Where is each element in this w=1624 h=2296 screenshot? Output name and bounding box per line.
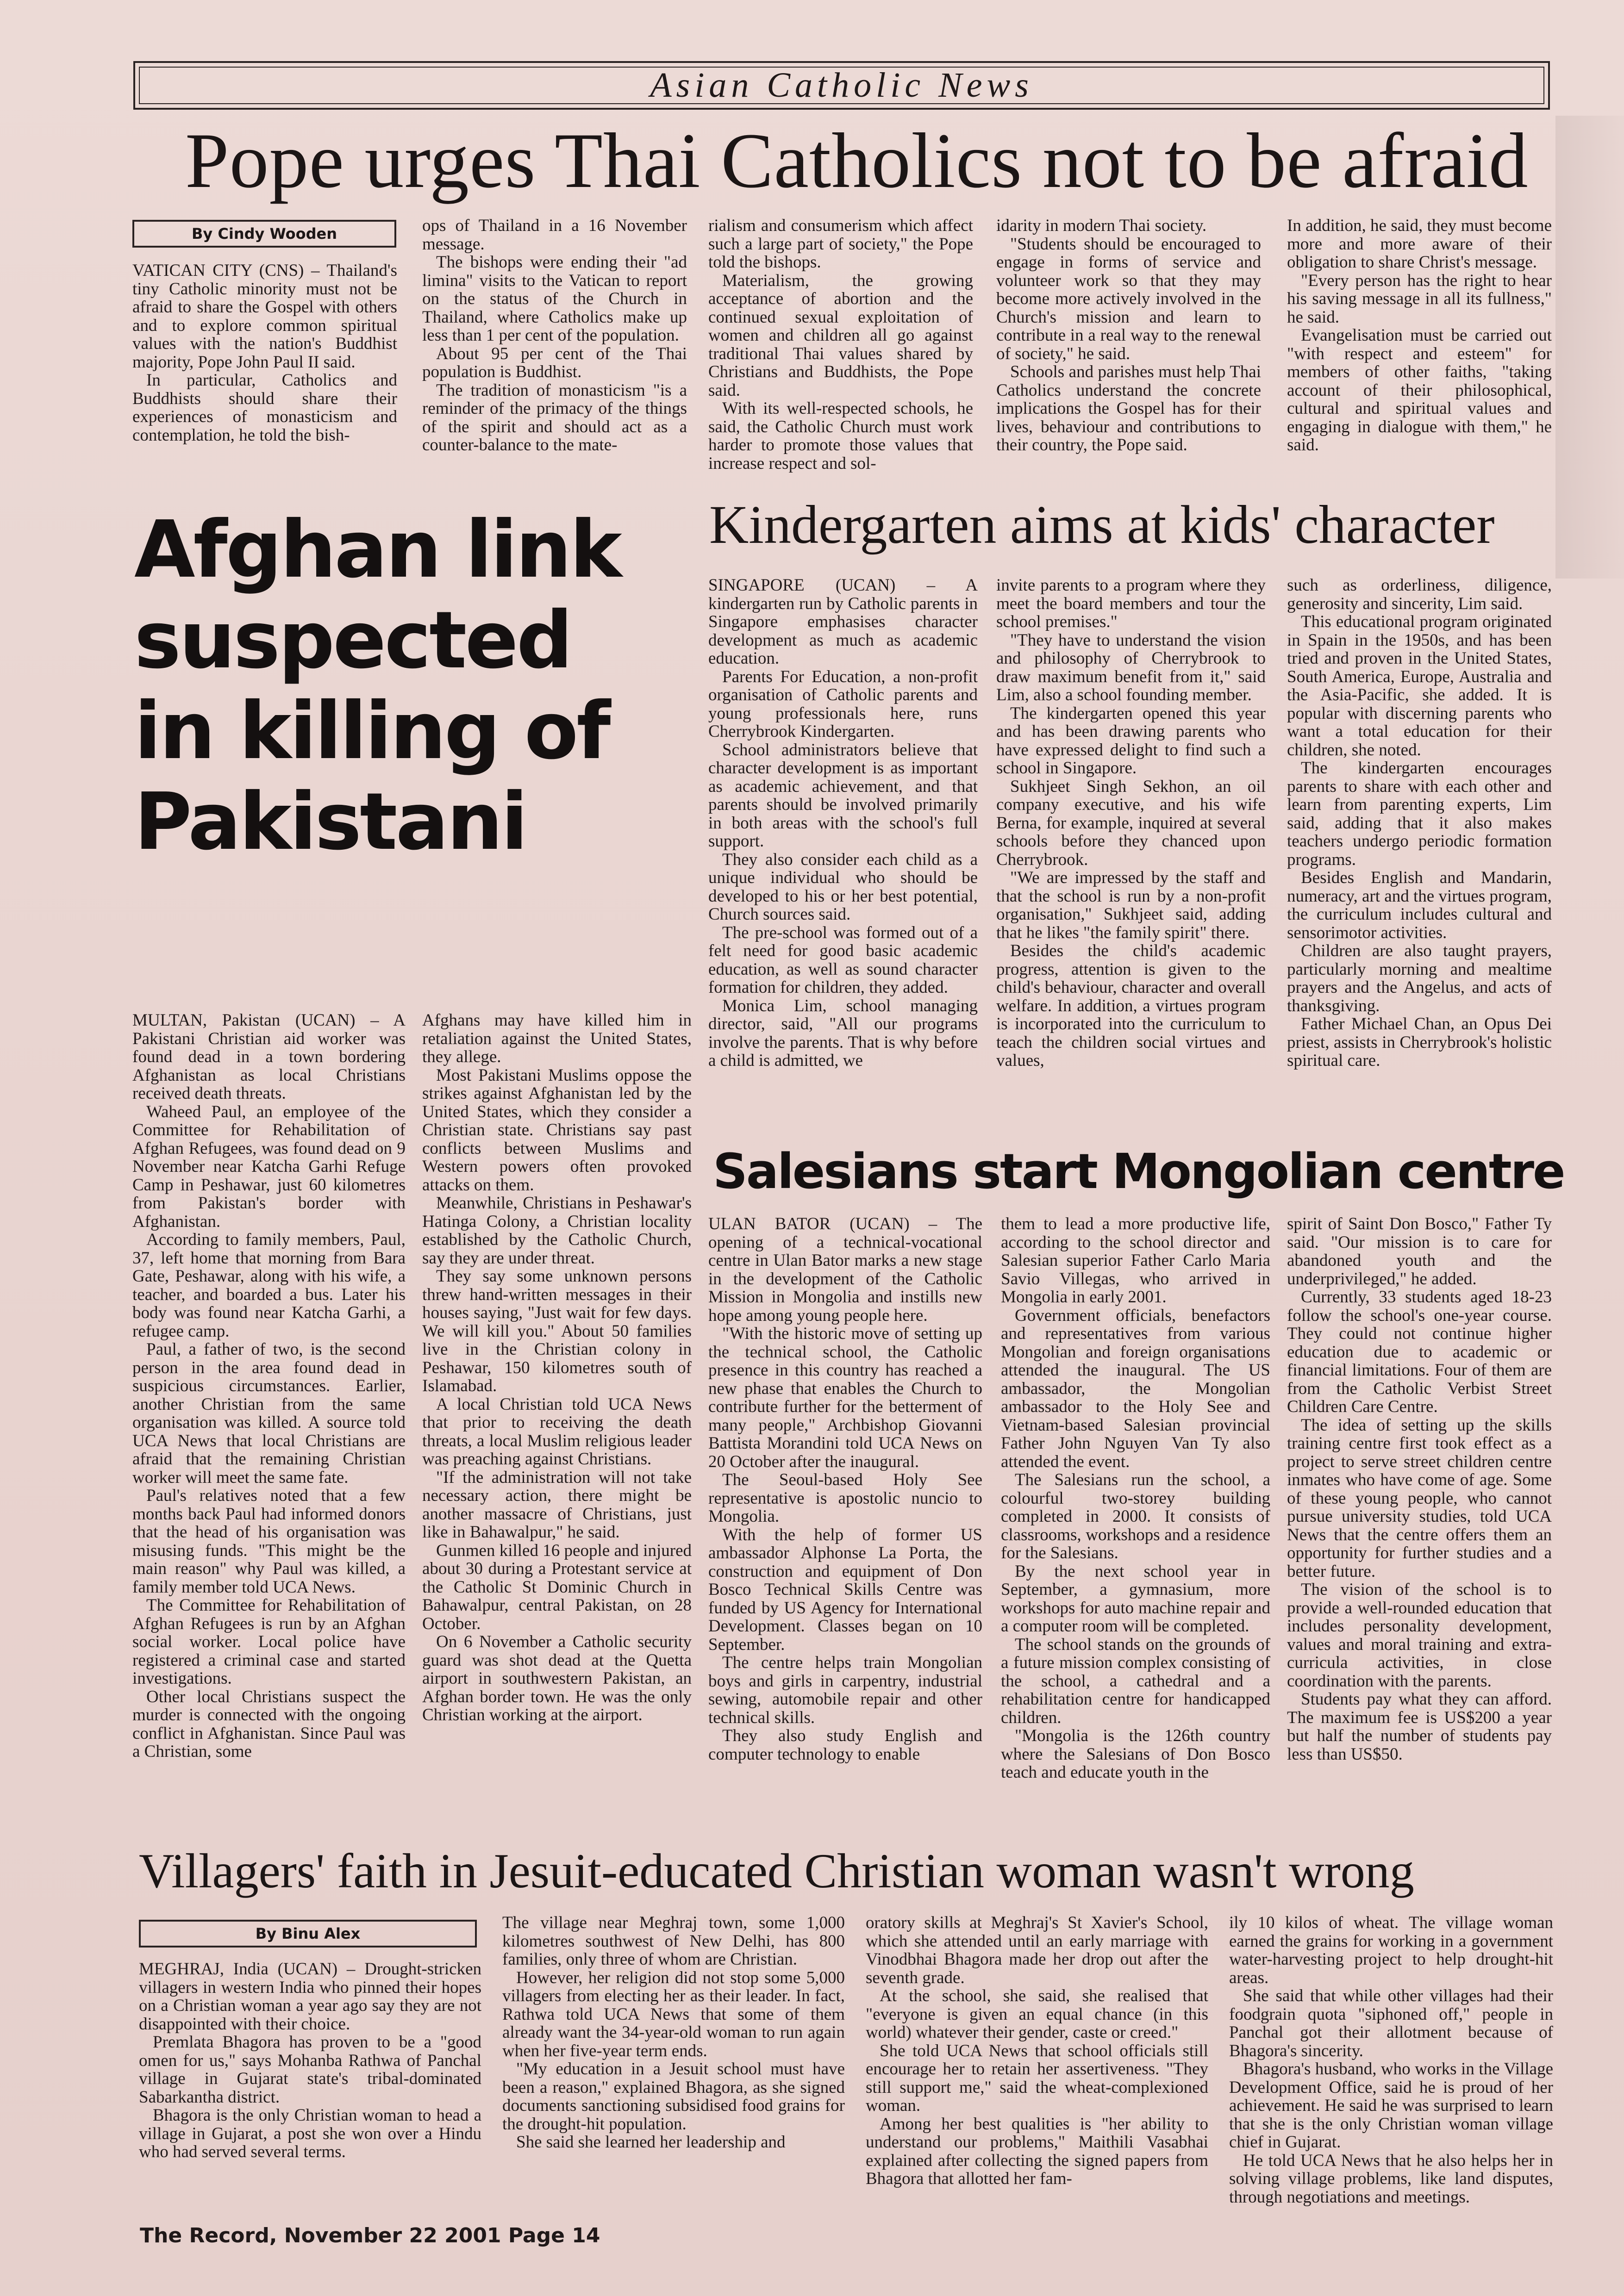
kinder-col-3: such as orderliness, diligence, generosity and sincerity, Lim said. This educational program originated in Spain in the 1950s, and has been tried and proven in the United States, South America, Europe, Australia and the Asia-Pacific, she added. It is popular with discerning parents who want a total education for their children, she noted. The kindergarten encourages parents to share with each other and learn from parenting experts, Lim said, adding that it also makes teachers undergo periodic formation programs. Besides English and Mandarin, numeracy, art and the virtues program, the curriculum includes cultural and sensorimotor activities. Children are also taught prayers, particularly morning and mealtime prayers and the Angelus, and acts of thanksgiving. Father Michael Chan, an Opus Dei priest, assists in Cherrybrook's holistic spiritual care. — [1287, 576, 1552, 1070]
pope-col-5: In addition, he said, they must become more and more aware of their obligation to share Christ's message. "Every person has the right to hear his saving message in all its fullness," he said. Evangelisation must be carried out "with respect and esteem" for members of other faiths, "taking account of their philosophical, cultural and spiritual values and engaging in dialogue with them," he said. — [1287, 217, 1552, 454]
salesians-headline: Salesians start Mongolian centre — [713, 1143, 1564, 1200]
salesians-col-2: them to lead a more productive life, according to the school director and Salesian superior Father Carlo Maria Savio Villegas, who arrived in Mongolia in early 2001. Government officials, benefactors and representatives from various Mongolian and foreign organisations attended the inaugural. The US ambassador, the Mongolian ambassador to the Holy See and Vietnam-based Salesian provincial Father John Nguyen Van Ty also attended the event. The Salesians run the school, a colourful two-storey building completed in 2000. It consists of classrooms, workshops and a residence for the Salesians. By the next school year in September, a gymnasium, more workshops for auto machine repair and a computer room will be completed. The school stands on the grounds of a future mission complex consisting of the school, a cathedral and a rehabilitation centre for handicapped children. "Mongolia is the 126th country where the Salesians of Don Bosco teach and educate youth in the — [1001, 1215, 1270, 1782]
villagers-col-3: oratory skills at Meghraj's St Xavier's School, which she attended until an early marriage with Vinodbhai Bhagora made her drop out after the seventh grade. At the school, she said, she realised that "everyone is given an equal chance (in this world) whatever their gender, caste or creed." She told UCA News that school officials still encourage her to retain her assertiveness. "They still support me," said the wheat-complexioned woman. Among her best qualities is "her ability to understand our problems," Maithili Vasabhai explained after collecting the signed papers from Bhagora that allotted her fam- — [866, 1914, 1208, 2188]
kinder-col-2: invite parents to a program where they meet the board members and tour the school premises." "They have to understand the vision and philosophy of Cherrybrook to draw maximum benefit from it," said Lim, also a school founding member. The kindergarten opened this year and has been drawing parents who have expressed delight to find such a school in Singapore. Sukhjeet Singh Sekhon, an oil company executive, and his wife Berna, for example, inquired at several schools before they chanced upon Cherrybrook. "We are impressed by the staff and that the school is run by a non-profit organisation," Sukhjeet said, adding that he likes "the family spirit" there. Besides the child's academic progress, attention is given to the child's behaviour, character and overall welfare. In addition, a virtues program is incorporated into the curriculum to teach the children social virtues and values, — [996, 576, 1266, 1070]
salesians-col-3: spirit of Saint Don Bosco," Father Ty said. "Our mission is to care for abandoned youth and the underprivileged," he added. Currently, 33 students aged 18-23 follow the school's one-year course. They could not continue higher education due to academic or financial limitations. Four of them are from the Catholic Verbist Street Children Care Centre. The idea of setting up the skills training centre first took effect as a project to serve street children centre inmates who have come of age. Some of these young people, who cannot pursue university studies, told UCA News that the centre offers them an opportunity for further studies and a better future. The vision of the school is to provide a well-rounded education that includes personality development, values and moral training and extra-curricula activities, in close coordination with the parents. Students pay what they can afford. The maximum fee is US$200 a year but half the number of students pay less than US$50. — [1287, 1215, 1552, 1764]
villagers-col-1: MEGHRAJ, India (UCAN) – Drought-stricken villagers in western India who pinned their hopes on a Christian woman a year ago say they are not disappointed with their choice. Premlata Bhagora has proven to be a "good omen for us," says Mohanba Rathwa of Panchal village in Gujarat state's tribal-dominated Sabarkantha district. Bhagora is the only Christian woman to head a village in Gujarat, a post she won over a Hindu who had served several terms. — [139, 1960, 481, 2161]
villagers-col-2: The village near Meghraj town, some 1,000 kilometres southwest of New Delhi, has 800 families, only three of whom are Christian. However, her religion did not stop some 5,000 villagers from electing her as their leader. In fact, Rathwa told UCA News that some of them already want the 34-year-old woman to run again when her five-year term ends. "My education in a Jesuit school must have been a reason," explained Bhagora, as she signed documents sanctioning subsidised food grains for the drought-hit population. She said she learned her leadership and — [502, 1914, 845, 2152]
kinder-col-1: SINGAPORE (UCAN) – A kindergarten run by Catholic parents in Singapore emphasises character development as much as academic education. Parents For Education, a non-profit organisation of Catholic parents and young professionals here, runs Cherrybrook Kindergarten. School administrators believe that character development is as important as academic achievement, and that parents should be involved primarily in both areas with the school's full support. They also consider each child as a unique individual who should be developed to his or her best potential, Church sources said. The pre-school was formed out of a felt need for good basic academic education, as well as sound character formation for children, they added. Monica Lim, school managing director, said, "All our programs involve the parents. That is why before a child is admitted, we — [708, 576, 978, 1070]
masthead-title: Asian Catholic News — [650, 66, 1033, 105]
afghan-headline: Afghan link suspected in killing of Pakistani — [134, 504, 620, 868]
pope-col-2: ops of Thailand in a 16 November message. The bishops were ending their "ad limina" visits to the Vatican to report on the status of the Church in Thailand, where Catholics make up less than 1 per cent of the population. About 95 per cent of the Thai population is Buddhist. The tradition of monasticism "is a reminder of the primacy of the things of the spirit and should act as a counter-balance to the mate- — [422, 217, 687, 454]
salesians-col-1: ULAN BATOR (UCAN) – The opening of a technical-vocational centre in Ulan Bator marks a new stage in the development of the Catholic Mission in Mongolia and instills new hope among young people here. "With the historic move of setting up the technical school, the Catholic presence in this country has reached a new phase that enables the Church to contribute further for the betterment of many people," Archbishop Giovanni Battista Morandini told UCA News on 20 October after the inaugural. The Seoul-based Holy See representative is apostolic nuncio to Mongolia. With the help of former US ambassador Alphonse La Porta, the construction and equipment of Don Bosco Technical Skills Centre was funded by US Agency for International Development. Classes began on 10 September. The centre helps train Mongolian boys and girls in carpentry, industrial sewing, automobile repair and other technical skills. They also study English and computer technology to enable — [708, 1215, 982, 1764]
pope-col-4: idarity in modern Thai society. "Students should be encouraged to engage in forms of service and volunteer work so that they may become more actively involved in the Church's mission and learn to contribute in a real way to the renewal of society," he said. Schools and parishes must help Thai Catholics understand the concrete implications the Gospel has for their lives, behaviour and contributions to their country, the Pope said. — [996, 217, 1261, 454]
pope-byline: By Cindy Wooden — [132, 220, 396, 248]
afghan-col-2: Afghans may have killed him in retaliation against the United States, they allege. Most Pakistani Muslims oppose the strikes against Afghanistan led by the United States, which they consider a Christian state. Christians say past conflicts between Muslims and Western powers often provoked attacks on them. Meanwhile, Christians in Peshawar's Hatinga Colony, a Christian locality established by the Catholic Church, say they are under threat. They say some unknown persons threw hand-written messages in their houses saying, "Just wait for few days. We will kill you." About 50 families live in the Christian colony in Peshawar, 150 kilometres south of Islamabad. A local Christian told UCA News that prior to receiving the death threats, a local Muslim religious leader was preaching against Christians. "If the administration will not take necessary action, there might be another massacre of Christians, just like in Bahawalpur," he said. Gunmen killed 16 people and injured about 30 during a Protestant service at the Catholic St Dominic Church in Bahawalpur, central Pakistan, on 28 October. On 6 November a Catholic security guard was shot dead at the Quetta airport in southwestern Pakistan, an Afghan border town. He was the only Christian working at the airport. — [422, 1011, 692, 1724]
villagers-byline: By Binu Alex — [139, 1920, 477, 1948]
masthead-band — [133, 61, 1550, 110]
pope-col-1: VATICAN CITY (CNS) – Thailand's tiny Catholic minority must not be afraid to share the Gospel with others and to explore common spiritual values with the nation's Buddhist majority, Pope John Paul II said. In particular, Catholics and Buddhists should share their experiences of monasticism and contemplation, he told the bish- — [132, 261, 397, 445]
pope-headline: Pope urges Thai Catholics not to be afraid — [185, 117, 1529, 204]
afghan-col-1: MULTAN, Pakistan (UCAN) – A Pakistani Christian aid worker was found dead in a town bordering Afghanistan as local Christians received death threats. Waheed Paul, an employee of the Committee for Rehabilitation of Afghan Refugees, was found dead on 9 November near Katcha Garhi Refuge Camp in Peshawar, just 60 kilometres from Pakistan's border with Afghanistan. According to family members, Paul, 37, left home that morning from Bara Gate, Peshawar, along with his wife, a teacher, and boarded a bus. Later his body was found near Katcha Garhi, a refugee camp. Paul, a father of two, is the second person in the area found dead in suspicious circumstances. Earlier, another Christian from the same organisation was killed. A source told UCA News that local Christians are afraid that the remaining Christian worker will meet the same fate. Paul's relatives noted that a few months back Paul had informed donors that the head of his organisation was misusing funds. "This might be the main reason" why Paul was killed, a family member told UCA News. The Committee for Rehabilitation of Afghan Refugees is run by an Afghan social worker. Local police have registered a criminal case and started investigations. Other local Christians suspect the murder is connected with the ongoing conflict in Afghanistan. Since Paul was a Christian, some — [132, 1011, 406, 1761]
kinder-headline: Kindergarten aims at kids' character — [709, 494, 1495, 555]
adjacent-page-shadow — [1555, 116, 1624, 579]
page-footer: The Record, November 22 2001 Page 14 — [140, 2224, 600, 2247]
villagers-headline: Villagers' faith in Jesuit-educated Christian woman wasn't wrong — [139, 1844, 1414, 1898]
villagers-col-4: ily 10 kilos of wheat. The village woman earned the grains for working in a government water-harvesting project to help drought-hit areas. She said that while other villages had their foodgrain quota "siphoned off," people in Panchal got their allotment because of Bhagora's sincerity. Bhagora's husband, who works in the Village Development Office, said he is proud of her achievement. He said he was surprised to learn that she is the only Christian woman village chief in Gujarat. He told UCA News that he also helps her in solving village problems, like land disputes, through negotiations and meetings. — [1229, 1914, 1553, 2207]
pope-col-3: rialism and consumerism which affect such a large part of society," the Pope told the bishops. Materialism, the growing acceptance of abortion and the continued sexual exploitation of women and children all go against traditional Thai values shared by Christians and Buddhists, the Pope said. With its well-respected schools, he said, the Catholic Church must work harder to promote those values that increase respect and sol- — [708, 217, 973, 473]
